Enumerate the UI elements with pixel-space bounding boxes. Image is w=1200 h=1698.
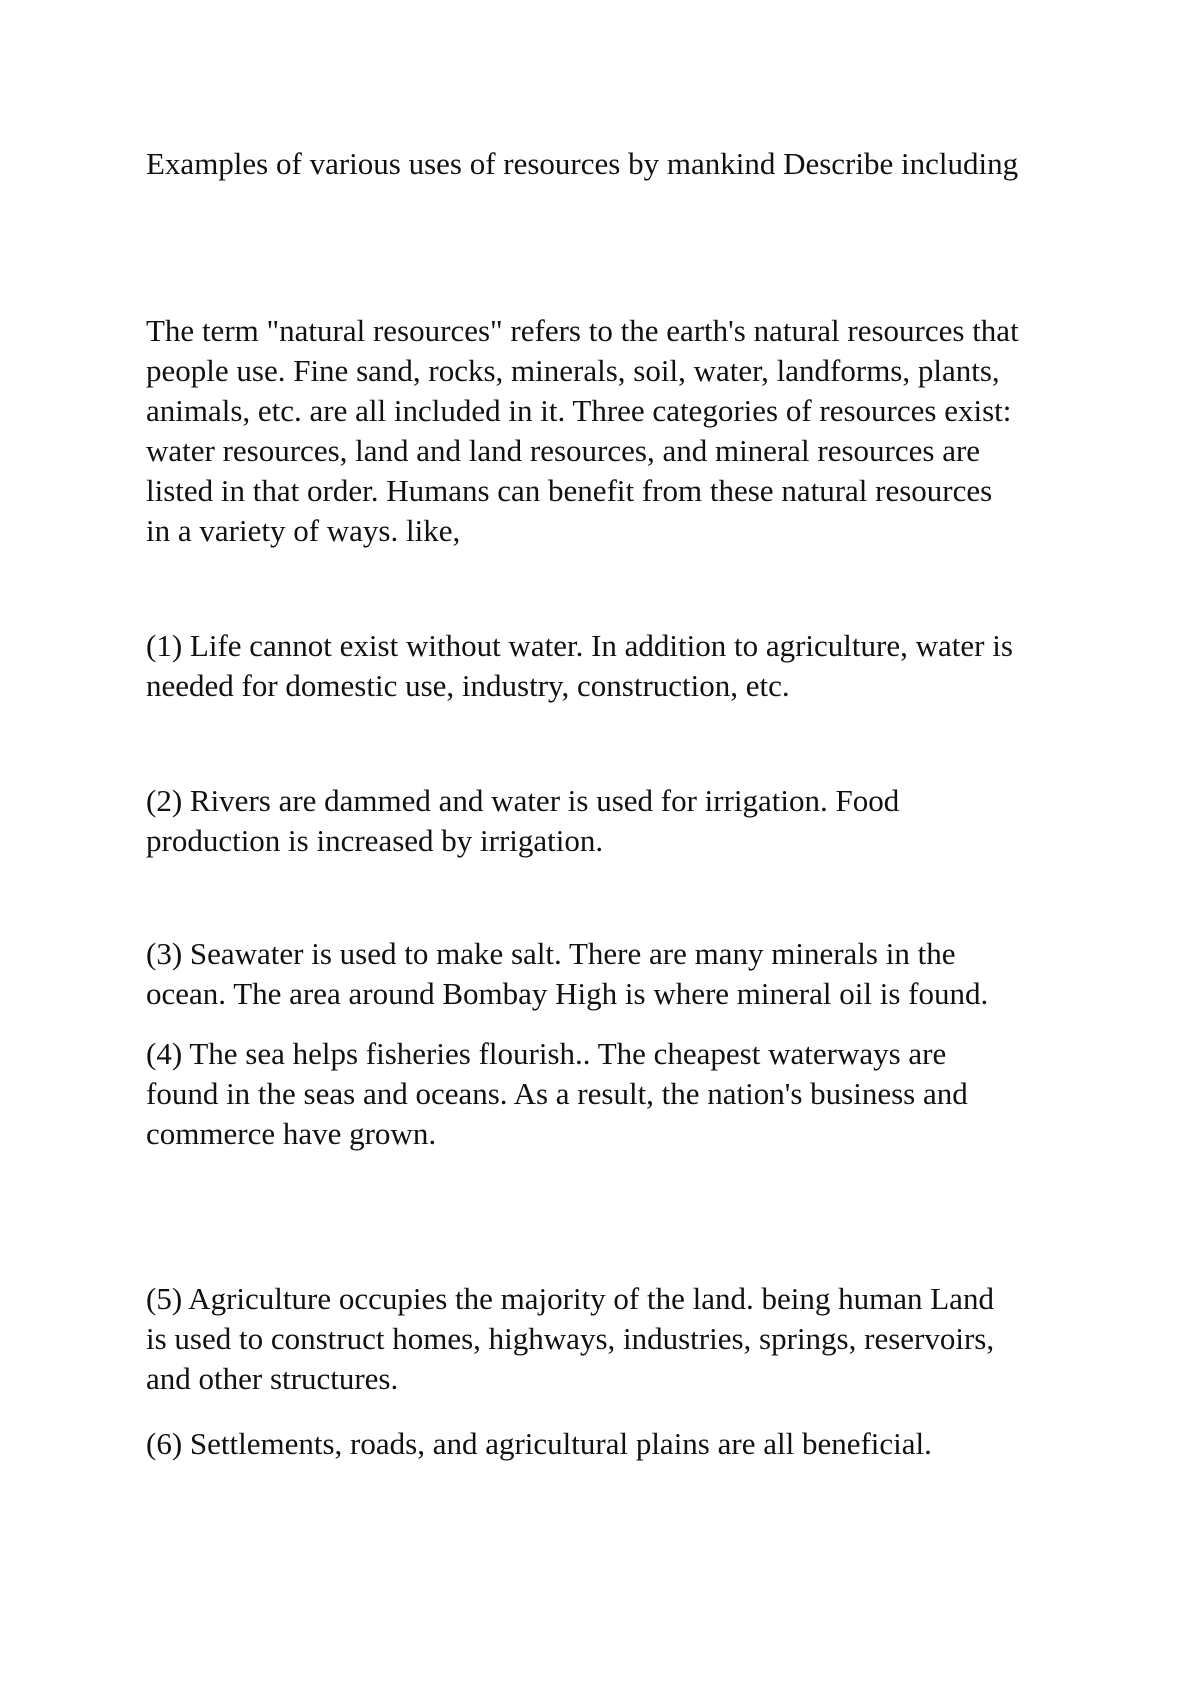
point-3: (3) Seawater is used to make salt. There are many minerals in the ocean. The area around Bombay High is where mineral oil is found.: [146, 936, 989, 1011]
intro-paragraph: The term "natural resources" refers to the earth's natural resources that people use. Fine sand, rocks, minerals, soil, water, landforms, plants, animals, etc. are all included in it. Three categories of resources exist: water resources, land and land resources, and mineral resources are listed in that order. Humans can benefit from these natural resources in a variety of ways. like,: [146, 313, 1019, 548]
document-title: Examples of various uses of resources by mankind Describe including: [146, 146, 1019, 181]
point-1: (1) Life cannot exist without water. In addition to agriculture, water is needed for domestic use, industry, construction, etc.: [146, 628, 1013, 703]
point-2: (2) Rivers are dammed and water is used for irrigation. Food production is increased by irrigation.: [146, 783, 900, 858]
point-4: (4) The sea helps fisheries flourish.. The cheapest waterways are found in the seas and oceans. As a result, the nation's business and commerce have grown.: [146, 1036, 968, 1151]
point-5: (5) Agriculture occupies the majority of the land. being human Land is used to construct homes, highways, industries, springs, reservoirs, and other structures.: [146, 1281, 995, 1396]
point-6: (6) Settlements, roads, and agricultural plains are all beneficial.: [146, 1426, 932, 1461]
